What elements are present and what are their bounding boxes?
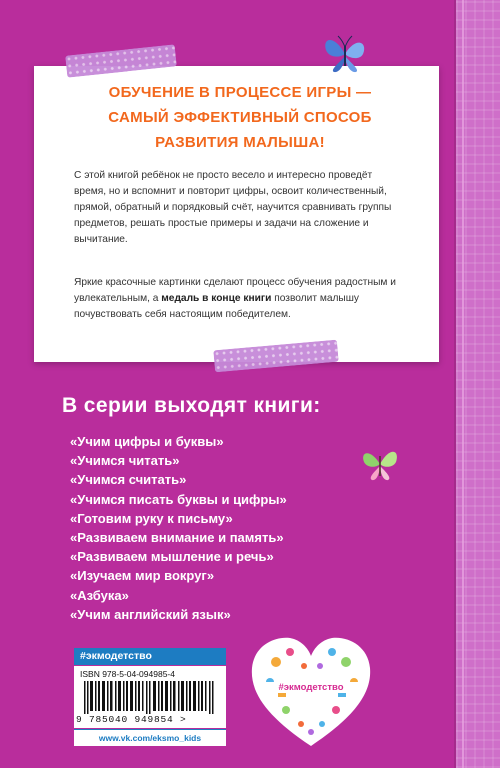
series-item: «Учим цифры и буквы»: [70, 434, 224, 449]
headline-line-2: САМЫЙ ЭФФЕКТИВНЫЙ СПОСОБ: [108, 109, 372, 126]
series-item: «Учим английский язык»: [70, 606, 231, 622]
series-item: «Изучаем мир вокруг»: [70, 568, 215, 584]
headline: [60, 80, 420, 155]
notebook-spine: [454, 0, 500, 768]
series-item: «Учимся писать буквы и цифры»: [70, 491, 287, 507]
ean-digits: 9 785040 949854 >: [76, 714, 187, 725]
paragraph-2-end: позволит малышу почувствовать себя настоящим победителем.: [74, 293, 360, 320]
blue-butterfly-icon: [320, 30, 370, 74]
publisher-url: www.vk.com/eksmo_kids: [74, 729, 226, 746]
publisher-hashtag-bar: #экмодетство: [74, 648, 226, 665]
description-paragraph-1: С этой книгой ребёнок не просто весело и интересно проведёт время, но и вспомнит и повторит цифры, освоит количественный, прямой, обратный и порядковый счёт, научится сравнивать группы предметов, решать простые примеры и задачи на сложение и вычитание.: [74, 170, 392, 245]
series-title: В серии выходят книги:: [62, 394, 321, 417]
green-butterfly-icon: [358, 440, 402, 484]
series-item: «Развиваем мышление и речь»: [70, 549, 274, 565]
series-item: «Учимся читать»: [70, 453, 180, 469]
series-item: «Азбука»: [70, 587, 129, 603]
series-item: «Готовим руку к письму»: [70, 510, 233, 526]
paragraph-2-start: Яркие красочные картинки сделают процесс обучения радостным и увлекательным, а: [74, 277, 396, 304]
series-item: «Учимся считать»: [70, 472, 187, 488]
paragraph-2-medal-highlight: медаль в конце книги: [161, 293, 272, 304]
heart-hashtag-label: #экмодетство: [260, 682, 362, 693]
headline-line-1: ОБУЧЕНИЕ В ПРОЦЕССЕ ИГРЫ —: [108, 84, 372, 101]
series-item: «Развиваем внимание и память»: [70, 530, 284, 546]
isbn-number: ISBN 978-5-04-094985-4: [80, 669, 175, 679]
headline-line-3: РАЗВИТИЯ МАЛЫША!: [155, 134, 325, 151]
notebook-margin-line: [462, 0, 464, 768]
series-book-list: [70, 432, 287, 624]
description-paragraph-2: [74, 275, 404, 323]
barcode-bars: [84, 681, 216, 714]
barcode-box: [74, 666, 226, 728]
